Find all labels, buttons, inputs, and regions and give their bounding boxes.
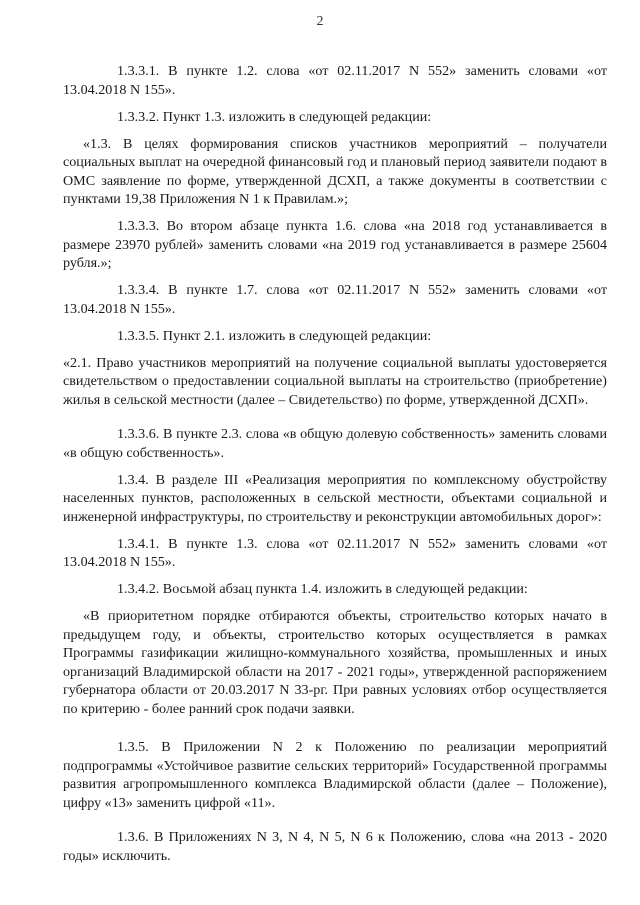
paragraph-quote-priority: «В приоритетном порядке отбираются объекты, строительство которых начато в предыдущем году, и объекты, строительство которых осуществляется в рамках Программы газификации жилищно-коммунального хозяйства, промышленных и иных организаций Владимирской области на 2017 - 2021 годы», утвержденной распоряжением губернатора области от 20.03.2017 N 33-рг. При равных условиях отбор осуществляется по критерию - более ранний срок подачи заявки.	[63, 608, 607, 717]
paragraph-1-3-4-1: 1.3.4.1. В пункте 1.3. слова «от 02.11.2017 N 552» заменить словами «от 13.04.2018 N 155».	[63, 535, 607, 570]
page-number: 2	[316, 14, 324, 29]
paragraph-1-3-3-6: 1.3.3.6. В пункте 2.3. слова «в общую долевую собственность» заменить словами «в общую собственность».	[63, 426, 607, 461]
paragraph-1-3-3-4: 1.3.3.4. В пункте 1.7. слова «от 02.11.2017 N 552» заменить словами «от 13.04.2018 N 155».	[63, 282, 607, 317]
paragraph-1-3-3-3: 1.3.3.3. Во втором абзаце пункта 1.6. слова «на 2018 год устанавливается в размере 23970 рублей» заменить словами «на 2019 год устанавливается в размере 25604 рубля.»;	[63, 218, 607, 271]
paragraph-1-3-4-2: 1.3.4.2. Восьмой абзац пункта 1.4. изложить в следующей редакции:	[117, 581, 528, 597]
paragraph-1-3-4: 1.3.4. В разделе III «Реализация мероприятия по комплексному обустройству населенных пунктов, расположенных в сельской местности, объектами социальной и инженерной инфраструктуры, по строительству и реконструкции автомобильных дорог»:	[63, 471, 607, 525]
document-body	[63, 62, 607, 874]
paragraph-1-3-6: 1.3.6. В Приложениях N 3, N 4, N 5, N 6 к Положению, слова «на 2013 - 2020 годы» исключить.	[63, 829, 607, 864]
paragraph-1-3-5: 1.3.5. В Приложении N 2 к Положению по реализации мероприятий подпрограммы «Устойчивое развитие сельских территорий» Государственной программы развития агропромышленного комплекса Владимирской области (далее – Положение), цифру «13» заменить цифрой «11».	[63, 739, 607, 811]
paragraph-quote-1-3: «1.3. В целях формирования списков участников мероприятий – получатели социальных выплат на очередной финансовый год и плановый период заявители подают в ОМС заявление по форме, утвержденной ДСХП, а также документы в соответствии с пунктами 19,38 Приложения N 1 к Правилам.»;	[63, 135, 607, 207]
paragraph-1-3-3-2: 1.3.3.2. Пункт 1.3. изложить в следующей редакции:	[117, 108, 432, 125]
paragraph-1-3-3-1: 1.3.3.1. В пункте 1.2. слова «от 02.11.2017 N 552» заменить словами «от 13.04.2018 N 155».	[63, 63, 607, 98]
paragraph-quote-2-1: «2.1. Право участников мероприятий на получение социальной выплаты удостоверяется свидетельством о предоставлении социальной выплаты на строительство (приобретение) жилья в сельской местности (далее – Свидетельство) по форме, утвержденной ДСХП».	[63, 354, 607, 408]
paragraph-1-3-3-5: 1.3.3.5. Пункт 2.1. изложить в следующей редакции:	[117, 327, 432, 344]
